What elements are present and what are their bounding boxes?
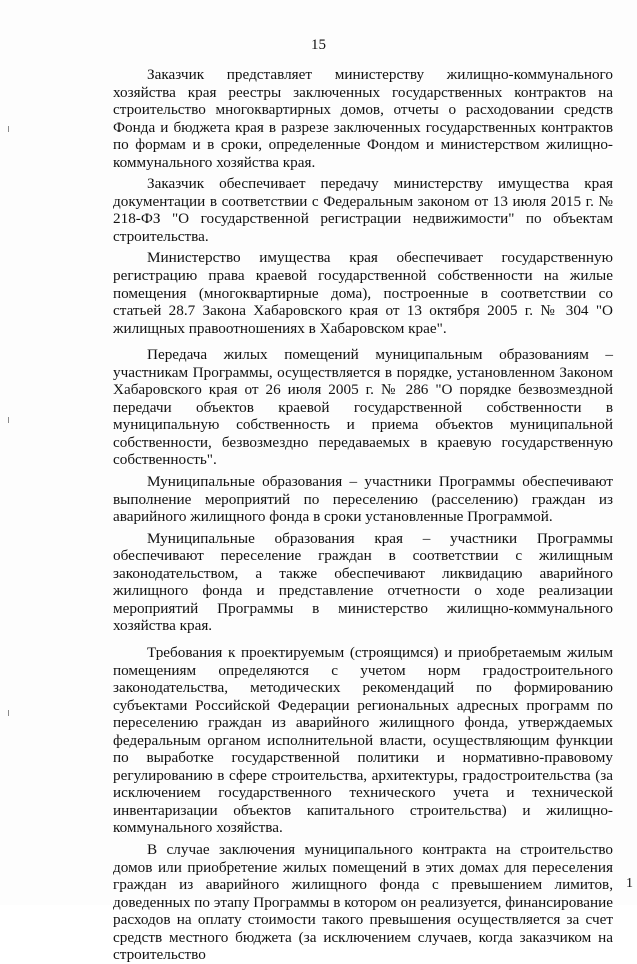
body-text bbox=[113, 66, 613, 964]
margin-mark bbox=[8, 126, 9, 132]
paragraph: Министерство имущества края обеспечивает государственную регистрацию права краевой государственной собственности на жилые помещения (многоквартирные дома), построенные в соответствии со статьей 28.7 Закона Хабаровского края от 13 октября 2005 г. № 304 "О жилищных правоотношениях в Хабаровском крае". bbox=[113, 249, 613, 337]
paragraph: Муниципальные образования края – участники Программы обеспечивают переселение граждан в соответствии с жилищным законодательством, а также обеспечивают ликвидацию аварийного жилищного фонда и представление отчетности о ходе реализации мероприятий Программы в министерство жилищно-коммунального хозяйства края. bbox=[113, 529, 613, 635]
paragraph: Муниципальные образования – участники Программы обеспечивают выполнение мероприятий по переселению (расселению) граждан из аварийного жилищного фонда в сроки установленные Программой. bbox=[113, 473, 613, 526]
corner-mark: 1 bbox=[626, 876, 633, 891]
paragraph: Требования к проектируемым (строящимся) и приобретаемым жилым помещениям определяются с учетом норм градостроительного законодательства, методических рекомендаций по формированию субъектами Российской Федерации региональных адресных программ по переселению граждан из аварийного жилищного фонда, утверждаемых федеральным органом исполнительной власти, осуществляющим функции по выработке государственной политики и нормативно-правовому регулированию в сфере строительства, архитектуры, градостроительства (за исключением государственного технического учета и технической инвентаризации объектов капитального строительства) и жилищно-коммунального хозяйства. bbox=[113, 643, 613, 837]
paragraph: Заказчик обеспечивает передачу министерству имущества края документации в соответствии с Федеральным законом от 13 июля 2015 г. № 218-ФЗ "О государственной регистрации недвижимости" по объектам строительства. bbox=[113, 175, 613, 245]
paragraph: Передача жилых помещений муниципальным образованиям – участникам Программы, осуществляется в порядке, установленном Законом Хабаровского края от 26 июля 2005 г. № 286 "О порядке безвозмездной передачи объектов краевой государственной собственности в муниципальную собственность и приема объектов муниципальной собственности, безвозмездно передаваемых в краевую государственную собственность". bbox=[113, 346, 613, 469]
paragraph: В случае заключения муниципального контракта на строительство домов или приобретение жилых помещений в этих домах для переселения граждан из аварийного жилищного фонда с превышением лимитов, доведенных по этапу Программы в котором он реализуется, финансирование расходов на оплату стоимости такого превышения осуществляется за счет средств местного бюджета (за исключением случаев, когда заказчиком на строительство bbox=[113, 840, 613, 964]
margin-mark bbox=[8, 417, 9, 423]
margin-mark bbox=[8, 710, 9, 716]
page-number: 15 bbox=[311, 37, 326, 53]
paragraph: Заказчик представляет министерству жилищно-коммунального хозяйства края реестры заключенных государственных контрактов на строительство многоквартирных домов, отчеты о расходовании средств Фонда и бюджета края в разрезе заключенных государственных контрактов по формам и в сроки, определенные Фондом и министерством жилищно-коммунального хозяйства края. bbox=[113, 66, 613, 171]
